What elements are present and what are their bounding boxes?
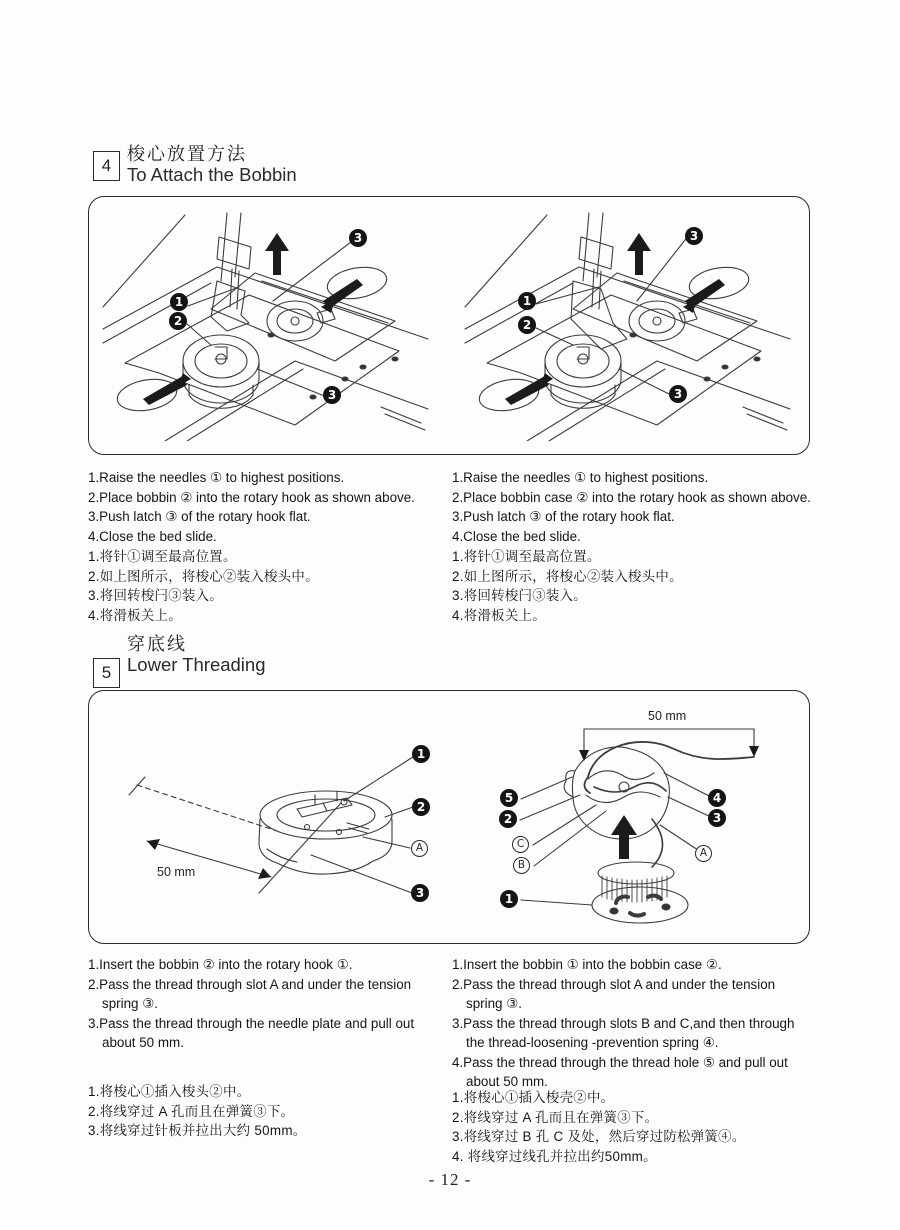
step: 4. 将线穿过线孔并拉出约50mm。 bbox=[452, 1148, 657, 1164]
callout-1-icon: 1 bbox=[170, 293, 188, 311]
section-4-steps-zh-right bbox=[452, 547, 814, 625]
callout-4-icon: 4 bbox=[708, 789, 726, 807]
machine-bed-line-art bbox=[99, 211, 429, 441]
callout-B-icon: B bbox=[513, 857, 530, 874]
step: 3.Push latch ③ of the rotary hook flat. bbox=[88, 509, 311, 524]
step: 2.Place bobbin ② into the rotary hook as shown above. bbox=[88, 489, 415, 505]
step: 3.Pass the thread through the needle plate and pull out about 50 mm. bbox=[88, 1015, 415, 1050]
callout-3-icon: 3 bbox=[708, 809, 726, 827]
step: 2.将线穿过 A 孔而且在弹簧③下。 bbox=[88, 1103, 295, 1119]
dimension-label: 50 mm bbox=[648, 709, 687, 723]
step: 2.Place bobbin case ② into the rotary hook as shown above. bbox=[452, 489, 811, 505]
up-arrow-icon bbox=[611, 815, 637, 859]
step: 1.将针①调至最高位置。 bbox=[88, 549, 237, 564]
callout-A-icon: A bbox=[411, 840, 428, 857]
callout-1-icon: 1 bbox=[412, 745, 430, 763]
callout-1-icon: 1 bbox=[500, 890, 518, 908]
callout-1-icon: 1 bbox=[518, 292, 536, 310]
callout-3-icon: 3 bbox=[685, 227, 703, 245]
section-4-number-box bbox=[93, 151, 120, 181]
step: 2.Pass the thread through slot A and under the tension spring ③. bbox=[452, 976, 776, 1011]
callout-3-icon: 3 bbox=[411, 884, 429, 902]
section-4-title-zh: 梭心放置方法 bbox=[127, 144, 247, 164]
step: 3.将线穿过 B 孔 C 及处，然后穿过防松弹簧④。 bbox=[452, 1129, 746, 1144]
machine-bed-line-art bbox=[461, 211, 791, 441]
section-5-number-box bbox=[93, 658, 120, 688]
step: 3.将线穿过针板并拉出大约 50mm。 bbox=[88, 1123, 307, 1138]
callout-3-icon: 3 bbox=[669, 385, 687, 403]
callout-5-icon: 5 bbox=[500, 789, 518, 807]
bobbin-case-line-art bbox=[101, 701, 451, 935]
lower-threading-figure-frame bbox=[88, 690, 810, 944]
lower-threading-diagram-left bbox=[101, 701, 451, 935]
step: 1.Raise the needles ① to highest positions. bbox=[88, 470, 345, 485]
attach-bobbin-diagram-right bbox=[461, 211, 791, 441]
step: 1.Raise the needles ① to highest positions. bbox=[452, 470, 709, 485]
callout-C-icon: C bbox=[512, 836, 529, 853]
callout-3-icon: 3 bbox=[323, 386, 341, 404]
section-4-title-en: To Attach the Bobbin bbox=[127, 164, 297, 185]
section-5-title-zh: 穿底线 bbox=[127, 634, 187, 654]
callout-2-icon: 2 bbox=[412, 798, 430, 816]
step: 2.将线穿过 A 孔而且在弹簧③下。 bbox=[452, 1109, 659, 1125]
callout-A-icon: A bbox=[695, 845, 712, 862]
step: 3.将回转梭闩③装入。 bbox=[452, 588, 587, 603]
step: 1.将针①调至最高位置。 bbox=[452, 549, 601, 564]
dimension-label: 50 mm bbox=[157, 865, 196, 879]
step: 4.将滑板关上。 bbox=[88, 607, 182, 623]
section-5-steps-zh-left bbox=[88, 1082, 450, 1141]
section-5-steps-zh-right bbox=[452, 1088, 814, 1166]
step: 2.如上图所示，将梭心②装入梭头中。 bbox=[88, 568, 319, 584]
step: 1.将梭心①插入梭壳②中。 bbox=[452, 1090, 615, 1105]
section-4-number: 4 bbox=[101, 156, 112, 175]
lower-threading-diagram-right bbox=[476, 701, 806, 935]
step: 3.Pass the thread through slots B and C,and then through the thread-loosening -prevention spring ④. bbox=[452, 1015, 795, 1050]
section-4-steps-en-left bbox=[88, 468, 450, 546]
section-5-steps-en-right bbox=[452, 955, 814, 1092]
section-5-title-en: Lower Threading bbox=[127, 654, 266, 675]
section-4-steps-en-right bbox=[452, 468, 814, 546]
step: 4.Pass the thread through the thread hole ⑤ and pull out about 50 mm. bbox=[452, 1054, 788, 1089]
step: 4.Close the bed slide. bbox=[452, 528, 581, 544]
step: 2.Pass the thread through slot A and under the tension spring ③. bbox=[88, 976, 412, 1011]
page-number: - 12 - bbox=[428, 1170, 472, 1189]
callout-3-icon: 3 bbox=[349, 229, 367, 247]
section-5-steps-en-left bbox=[88, 955, 450, 1053]
section-4-steps-zh-left bbox=[88, 547, 450, 625]
step: 1.Insert the bobbin ② into the rotary hook ①. bbox=[88, 957, 353, 972]
step: 3.将回转梭闩③装入。 bbox=[88, 588, 223, 603]
step: 3.Push latch ③ of the rotary hook flat. bbox=[452, 509, 675, 524]
step: 1.Insert the bobbin ① into the bobbin case ②. bbox=[452, 957, 722, 972]
callout-2-icon: 2 bbox=[518, 316, 536, 334]
callout-2-icon: 2 bbox=[169, 312, 187, 330]
up-arrow-icon bbox=[265, 233, 289, 275]
attach-bobbin-diagram-left bbox=[99, 211, 429, 441]
callout-2-icon: 2 bbox=[499, 810, 517, 828]
bobbin-exploded-line-art bbox=[476, 701, 806, 935]
up-arrow-icon bbox=[627, 233, 651, 275]
step: 2.如上图所示，将梭心②装入梭头中。 bbox=[452, 568, 683, 584]
section-5-number: 5 bbox=[101, 663, 112, 682]
step: 1.将梭心①插入梭头②中。 bbox=[88, 1084, 251, 1099]
attach-bobbin-figure-frame bbox=[88, 196, 810, 455]
step: 4.Close the bed slide. bbox=[88, 528, 217, 544]
step: 4.将滑板关上。 bbox=[452, 607, 546, 623]
